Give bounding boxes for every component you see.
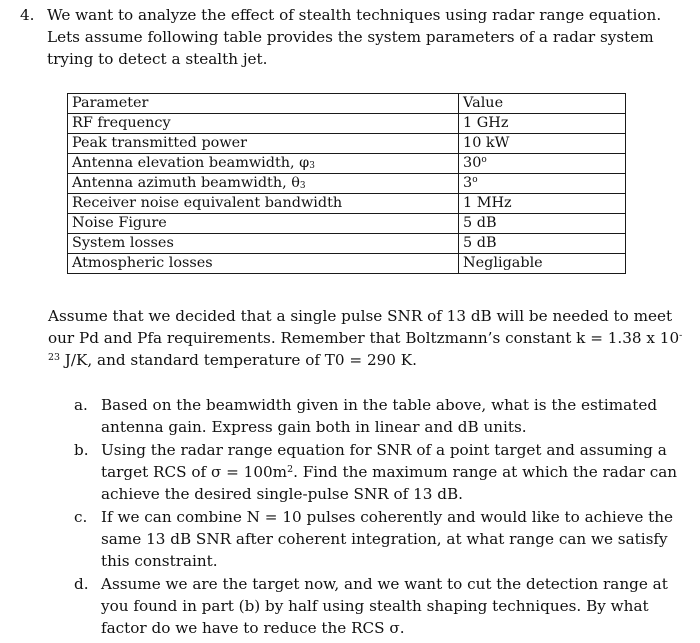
param-text: Antenna elevation beamwidth, φ: [72, 155, 310, 171]
part-text: Assume we are the target now, and we want to cut the detection range at you found in part (b) by half using stealth shaping techniques. By what factor do we have to reduce the RCS σ.: [101, 575, 668, 637]
value-cell: 5 dB: [459, 234, 626, 254]
table-row: [68, 234, 626, 254]
part-text: If we can combine N = 10 pulses coherently and would like to achieve the same 13 dB SNR after coherent integration, at what range can we satisfy this constraint.: [101, 508, 674, 570]
value-cell: 1 MHz: [459, 194, 626, 214]
value-cell: 1 GHz: [459, 114, 626, 134]
value-text: 3: [463, 175, 473, 191]
value-text: 30: [463, 155, 482, 171]
param-cell: [68, 174, 459, 194]
param-cell: System losses: [68, 234, 459, 254]
question-number: 4.: [20, 6, 35, 24]
table-row: [68, 174, 626, 194]
param-cell: Receiver noise equivalent bandwidth: [68, 194, 459, 214]
table-row: [68, 134, 626, 154]
squared-exponent: 2: [287, 463, 294, 475]
part-text: Based on the beamwidth given in the table above, what is the estimated antenna gain. Express gain both in linear and dB units.: [101, 396, 658, 436]
parameters-table: [67, 93, 626, 274]
table-row: [68, 154, 626, 174]
degree-symbol: o: [481, 155, 487, 166]
part-label: b.: [74, 441, 89, 459]
assume-text: Assume that we decided that a single pulse SNR of 13 dB will be needed to meet our Pd and Pfa requirements. Remember that Boltzmann’s constant k = 1.38 x 10: [48, 307, 680, 347]
param-subscript: 3: [309, 160, 315, 171]
assumptions-paragraph: [48, 305, 688, 371]
part-text-end: . Find the maximum range at which the radar can achieve the desired single-pulse SNR of 13 dB.: [101, 463, 678, 503]
value-cell: Negligable: [459, 254, 626, 274]
param-cell: Peak transmitted power: [68, 134, 459, 154]
value-cell: [459, 154, 626, 174]
table-header-row: [68, 94, 626, 114]
header-parameter: Parameter: [68, 94, 459, 114]
assume-text-end: J/K, and standard temperature of T0 = 290 K.: [59, 351, 417, 369]
param-text: Antenna azimuth beamwidth, θ: [72, 175, 300, 191]
param-cell: [68, 154, 459, 174]
degree-symbol: o: [472, 175, 478, 186]
exponent: -23: [48, 329, 683, 363]
param-subscript: 3: [299, 180, 306, 191]
table-row: [68, 194, 626, 214]
param-cell: Atmospheric losses: [68, 254, 459, 274]
part-label: a.: [74, 396, 88, 414]
part-text-start: Using the radar range equation for SNR of a point target and assuming a target RCS of σ = 100m: [101, 441, 667, 481]
value-cell: 5 dB: [459, 214, 626, 234]
part-label: d.: [74, 575, 89, 593]
table-row: [68, 254, 626, 274]
param-cell: Noise Figure: [68, 214, 459, 234]
part-text: [101, 439, 697, 505]
table-row: [68, 214, 626, 234]
param-cell: RF frequency: [68, 114, 459, 134]
header-value: Value: [459, 94, 626, 114]
question-intro: We want to analyze the effect of stealth techniques using radar range equation. Lets assume following table provides the system parameters of a radar system trying to detect a stealth jet.: [47, 6, 662, 68]
value-cell: [459, 174, 626, 194]
value-cell: 10 kW: [459, 134, 626, 154]
part-label: c.: [74, 508, 88, 526]
table-row: [68, 114, 626, 134]
